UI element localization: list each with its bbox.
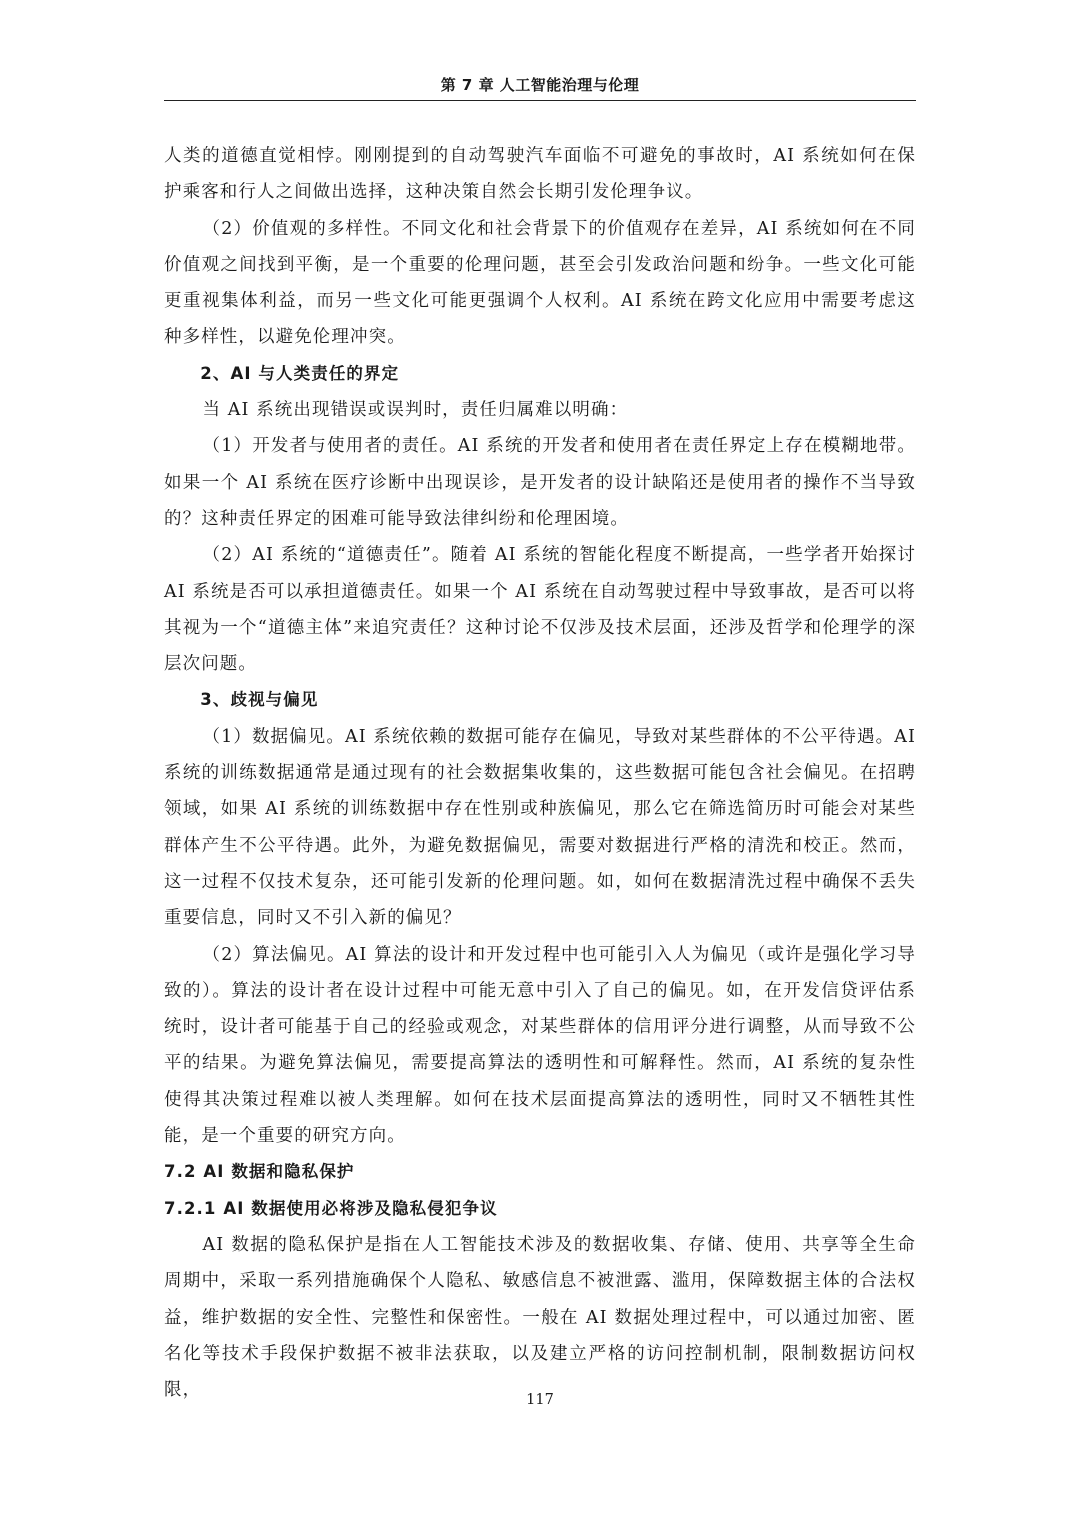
paragraph-privacy-protection: AI 数据的隐私保护是指在人工智能技术涉及的数据收集、存储、使用、共享等全生命周期中，采取一系列措施确保个人隐私、敏感信息不被泄露、滥用，保障数据主体的合法权益，维护数据的安全性、完整性和保密性。一般在 AI 数据处理过程中，可以通过加密、匿名化等技术手段保护数据不被非法获取，以及建立严格的访问控制机制，限制数据访问权限，	[164, 1234, 916, 1401]
header-divider	[164, 100, 916, 101]
paragraph-developer-user-responsibility: （1）开发者与使用者的责任。AI 系统的开发者和使用者在责任界定上存在模糊地带。如果一个 AI 系统在医疗诊断中出现误诊，是开发者的设计缺陷还是使用者的操作不当导致的？这种责任界定的困难可能导致法律纠纷和伦理困境。	[164, 436, 916, 529]
paragraph-responsibility-intro: 当 AI 系统出现错误或误判时，责任归属难以明确：	[202, 400, 629, 421]
paragraph-algorithm-bias: （2）算法偏见。AI 算法的设计和开发过程中也可能引入人为偏见（或许是强化学习导致的）。算法的设计者在设计过程中可能无意中引入了自己的偏见。如，在开发信贷评估系统时，设计者可能基于自己的经验或观念，对某些群体的信用评分进行调整，从而导致不公平的结果。为避免算法偏见，需要提高算法的透明性和可解释性。然而，AI 系统的复杂性使得其决策过程难以被人类理解。如何在技术层面提高算法的透明性，同时又不牺牲其性能，是一个重要的研究方向。	[164, 944, 916, 1147]
paragraph-continued: 人类的道德直觉相悖。刚刚提到的自动驾驶汽车面临不可避免的事故时，AI 系统如何在保护乘客和行人之间做出选择，这种决策自然会长期引发伦理争议。	[164, 146, 916, 203]
paragraph-moral-responsibility: （2）AI 系统的“道德责任”。随着 AI 系统的智能化程度不断提高，一些学者开始探讨 AI 系统是否可以承担道德责任。如果一个 AI 系统在自动驾驶过程中导致事故，是否可以将其视为一个“道德主体”来追究责任？这种讨论不仅涉及技术层面，还涉及哲学和伦理学的深层次问题。	[164, 545, 916, 675]
subsection-heading: 7.2.1 AI 数据使用必将涉及隐私侵犯争议	[164, 1198, 498, 1218]
paragraph-data-bias: （1）数据偏见。AI 系统依赖的数据可能存在偏见，导致对某些群体的不公平待遇。AI 系统的训练数据通常是通过现有的社会数据集收集的，这些数据可能包含社会偏见。在招聘领域，如果 AI 系统的训练数据中存在性别或种族偏见，那么它在筛选简历时可能会对某些群体产生不公平待遇。此外，为避免数据偏见，需要对数据进行严格的清洗和校正。然而，这一过程不仅技术复杂，还可能引发新的伦理问题。如，如何在数据清洗过程中确保不丢失重要信息，同时又不引入新的偏见？	[164, 726, 916, 929]
main-text	[164, 138, 916, 1408]
section-heading: 7.2 AI 数据和隐私保护	[164, 1162, 355, 1182]
running-header: 第 7 章 人工智能治理与伦理	[440, 76, 640, 94]
heading-ai-responsibility: 2、AI 与人类责任的界定	[200, 363, 400, 383]
page-number: 117	[526, 1392, 554, 1408]
paragraph-value-diversity: （2）价值观的多样性。不同文化和社会背景下的价值观存在差异，AI 系统如何在不同价值观之间找到平衡，是一个重要的伦理问题，甚至会引发政治问题和纷争。一些文化可能更重视集体利益，而另一些文化可能更强调个人权利。AI 系统在跨文化应用中需要考虑这种多样性，以避免伦理冲突。	[164, 218, 916, 348]
heading-discrimination-bias: 3、歧视与偏见	[200, 690, 319, 710]
